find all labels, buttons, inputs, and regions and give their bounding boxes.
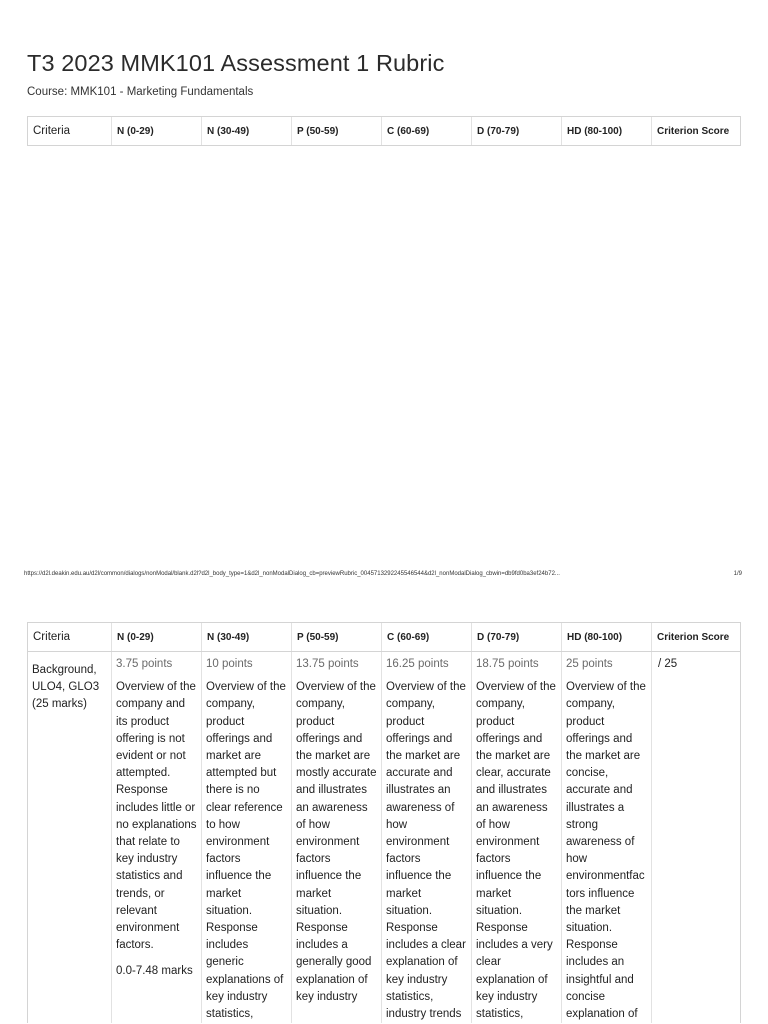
level-points: 18.75 points — [476, 658, 539, 670]
header-criterion-score: Criterion Score — [652, 117, 741, 146]
level-cell-2 — [202, 652, 292, 1024]
header-criterion-score: Criterion Score — [652, 623, 741, 652]
level-description: Overview of the company and its product offering is not evident or not attempted. Response includes little or no explanations that relate to key industry statistics and trends, or relevant environment factors. — [116, 681, 197, 952]
criterion-row-background — [28, 652, 741, 1024]
level-cell-5 — [472, 652, 562, 1024]
header-level-6: HD (80-100) — [562, 623, 652, 652]
criterion-score: / 25 — [652, 652, 741, 1024]
header-level-1: N (0-29) — [112, 117, 202, 146]
level-cell-4 — [382, 652, 472, 1024]
level-description: Overview of the company, product offerings and the market are accurate and illustrates an awareness of how environment factors influence the market situation. Response includes a clear explanation of key industry statistics, industry trends — [386, 681, 466, 1021]
level-points: 13.75 points — [296, 658, 359, 670]
level-description: Overview of the company, product offerings and the market are concise, accurate and illustrates a strong awareness of how environmentfactors influence the market situation. Response includes an insightful and concise explanation of — [566, 681, 646, 1021]
rubric-table-header-page1 — [27, 116, 741, 146]
header-level-5: D (70-79) — [472, 117, 562, 146]
header-criteria: Criteria — [28, 117, 112, 146]
level-points: 25 points — [566, 658, 613, 670]
level-points: 16.25 points — [386, 658, 449, 670]
level-cell-1 — [112, 652, 202, 1024]
header-level-4: C (60-69) — [382, 117, 472, 146]
level-description: Overview of the company, product offerings and the market are mostly accurate and illustrates an awareness of how environment factors influence the market situation. Response includes a generally good explanation of key industry — [296, 681, 377, 1003]
level-cell-6 — [562, 652, 652, 1024]
header-level-5: D (70-79) — [472, 623, 562, 652]
rubric-table-page2 — [27, 622, 741, 1023]
level-description: Overview of the company, product offerings and market are attempted but there is no clear reference to how environment factors influence the market situation. Response includes generic explanations of key industry statistics, — [206, 681, 286, 1021]
criterion-name: Background, ULO4, GLO3 (25 marks) — [28, 652, 112, 1024]
level-mark-range: 0.0-7.48 marks — [116, 965, 193, 978]
level-points: 3.75 points — [116, 658, 173, 670]
course-subtitle: Course: MMK101 - Marketing Fundamentals — [27, 86, 254, 98]
footer-url: https://d2l.deakin.edu.au/d2l/common/dialogs/nonModal/blank.d2l?d2l_body_type=1&d2l_nonModalDialog_cb=previewRubric_0045713292245546544&d2l_nonModalDialog_cbwin=db9fd0ba3ef24b72... — [24, 571, 560, 577]
header-level-2: N (30-49) — [202, 117, 292, 146]
level-cell-3 — [292, 652, 382, 1024]
level-description: Overview of the company, product offerings and the market are clear, accurate and illustrates an awareness of how environment factors influence the market situation. Response includes a very clear explanation of key industry statistics, — [476, 681, 556, 1021]
level-points: 10 points — [206, 658, 253, 670]
header-criteria: Criteria — [28, 623, 112, 652]
header-level-3: P (50-59) — [292, 623, 382, 652]
header-level-1: N (0-29) — [112, 623, 202, 652]
header-level-2: N (30-49) — [202, 623, 292, 652]
rubric-header-row — [28, 117, 741, 146]
page-title: T3 2023 MMK101 Assessment 1 Rubric — [27, 50, 445, 76]
header-level-3: P (50-59) — [292, 117, 382, 146]
header-level-4: C (60-69) — [382, 623, 472, 652]
rubric-header-row — [28, 623, 741, 652]
header-level-6: HD (80-100) — [562, 117, 652, 146]
footer-page-number: 1/9 — [733, 571, 742, 577]
